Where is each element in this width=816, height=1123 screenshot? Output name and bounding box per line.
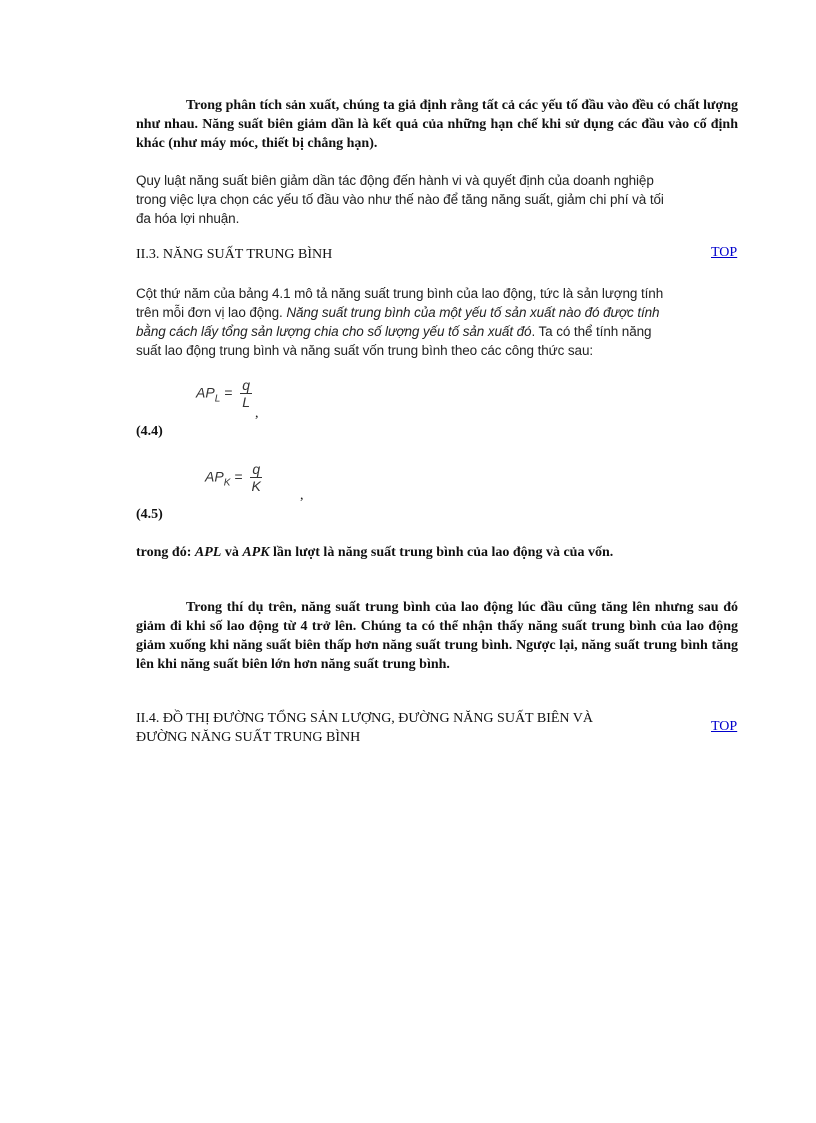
equals-sign: = [224,384,237,401]
section-title-line: II.4. ĐỒ THỊ ĐƯỜNG TỔNG SẢN LƯỢNG, ĐƯỜNG NĂNG SUẤT BIÊN VÀ [136,711,593,726]
equation-number: (4.4) [136,424,163,439]
italic-definition: bằng cách lấy tổng sản lượng chia cho số lượng yếu tố sản xuất đó [136,324,532,339]
top-link[interactable]: TOP [711,245,738,260]
paragraph-text: Trong thí dụ trên, năng suất trung bình của lao động lúc đầu cũng tăng lên nhưng sau đó giảm đi khi số lao động từ 4 trở lên. Chúng ta có thể nhận thấy năng suất trung bình của lao động giảm xuống khi năng suất biên thấp hơn năng suất trung bình. Ngược lại, năng suất trung bình tăng lên khi năng suất biên lớn hơn năng suất trung bình. [136,600,738,672]
formula-apl [196,378,252,410]
text-line [136,303,736,322]
formula-subscript: K [223,477,231,489]
paragraph-average-product [136,284,736,360]
formula-subscript: L [214,393,221,405]
term-apl: APL [194,545,222,560]
section-heading-2-4 [136,709,696,747]
plain-text: . Ta có thể tính năng [531,324,652,339]
fraction [250,462,262,494]
text-line: suất lao động trung bình và năng suất vốn trung bình theo các công thức sau: [136,343,594,358]
paragraph-diminishing-returns-law [136,171,726,228]
text-line: Quy luật năng suất biên giảm dần tác động đến hành vi và quyết định của doanh nghiệp [136,173,654,188]
plain-text: và [221,545,243,560]
numerator: q [242,377,251,393]
section-title: II.3. NĂNG SUẤT TRUNG BÌNH [136,247,333,262]
formula-comma: , [255,406,259,421]
formula-lhs: AP [196,384,215,401]
text-line: Cột thứ năm của bảng 4.1 mô tả năng suất trung bình của lao động, tức là sản lượng tính [136,286,664,301]
term-apk: APK [242,545,270,560]
paragraph-where-apl-apk [136,543,738,562]
formula-apk [205,462,262,494]
equals-sign: = [234,468,247,485]
plain-text: lần lượt là năng suất trung bình của lao động và của vốn. [269,545,614,560]
plain-text: trên mỗi đơn vị lao động. [136,305,287,320]
text-line [136,322,736,341]
fraction [240,378,252,410]
section-heading-2-3 [136,245,332,264]
numerator: q [252,461,261,477]
section-title-line: ĐƯỜNG NĂNG SUẤT TRUNG BÌNH [136,730,361,745]
top-link[interactable]: TOP [711,719,738,734]
text-line: trong việc lựa chọn các yếu tố đầu vào như thế nào để tăng năng suất, giảm chi phí và tối [136,192,664,207]
denominator: K [251,478,261,494]
paragraph-example-average-product [136,598,738,674]
formula-lhs: AP [205,468,224,485]
italic-definition: Năng suất trung bình của một yếu tố sản xuất nào đó được tính [286,305,660,320]
plain-text: trong đó: [136,545,195,560]
formula-comma: , [300,488,304,503]
paragraph-production-quality [136,96,738,153]
text-line: đa hóa lợi nhuận. [136,211,240,226]
paragraph-text: Trong phân tích sản xuất, chúng ta giả định rằng tất cả các yếu tố đầu vào đều có chất lượng như nhau. Năng suất biên giảm dần là kết quả của những hạn chế khi sử dụng các đầu vào cố định khác (như máy móc, thiết bị chẳng hạn). [136,98,738,151]
equation-number: (4.5) [136,507,163,522]
denominator: L [242,394,251,410]
